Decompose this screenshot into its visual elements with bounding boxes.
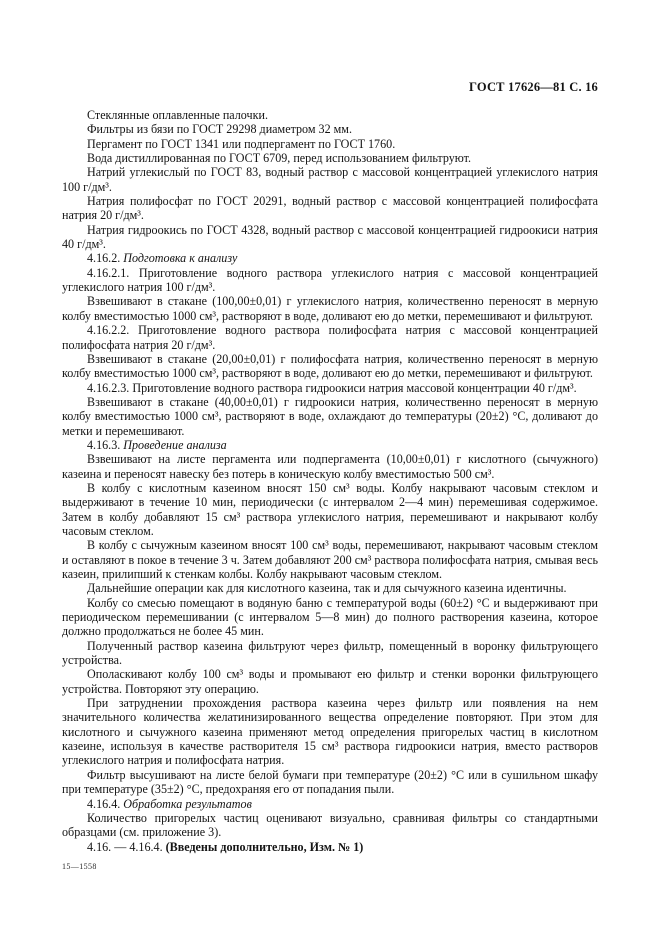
- text-segment: Натрия полифосфат по ГОСТ 20291, водный раствор с массовой концентрацией полифосфата натрия 20 г/дм³.: [62, 194, 598, 223]
- text-segment: Количество пригорелых частиц оценивают визуально, сравнивая фильтры со стандартными образцами (см. приложение 3).: [62, 810, 598, 840]
- text-segment: В колбу с кислотным казеином вносят 150 см³ воды. Колбу накрывают часовым стеклом и выдерживают в течение 10 мин, периодически (с интервалом 2—4 мин) перемешивая содержимое. Затем в колбу добавляют 15 см³ раствора углекислого натрия, перемешивают и накрывают колбу часовым стеклом.: [62, 480, 598, 538]
- text-segment: (Введены дополнительно, Изм. № 1): [165, 839, 364, 854]
- paragraph: [62, 481, 598, 538]
- text-segment: 4.16.3.: [87, 437, 124, 452]
- text-segment: 4.16.4.: [87, 796, 124, 811]
- text-segment: При затруднении прохождения раствора казеина через фильтр или появления на нем значительного количества желатинизированного вещества определение повторяют. При этом для кислотного и сычужного казеина применяют метод определения пригорелых частиц в кислотном казеине, используя в качестве растворителя 15 см³ раствора гидроокиси натрия, вместо растворов углекислого натрия и полифосфата натрия.: [62, 696, 598, 768]
- paragraph: [62, 165, 598, 194]
- paragraph: [62, 696, 598, 768]
- text-segment: Фильтр высушивают на листе белой бумаги при температуре (20±2) °С или в сушильном шкафу при температуре (35±2) °С, предохраняя его от попадания пыли.: [62, 767, 598, 797]
- text-segment: Взвешивают в стакане (100,00±0,01) г углекислого натрия, количественно переносят в мерную колбу вместимостью 1000 см³, растворяют в воде, доливают ею до метки, перемешивают и фильтруют.: [62, 294, 598, 323]
- text-segment: Проведение анализа: [123, 437, 227, 452]
- text-segment: Ополаскивают колбу 100 см³ воды и промывают ею фильтр и стенки воронки фильтрующего устройства. Повторяют эту операцию.: [62, 667, 598, 696]
- paragraph: [62, 251, 598, 265]
- text-segment: Взвешивают в стакане (20,00±0,01) г полифосфата натрия, количественно переносят в мерную колбу вместимостью 1000 см³, растворяют в воде, доливают ею до метки, перемешивают и фильтруют.: [62, 351, 598, 381]
- paragraph: [62, 438, 598, 452]
- paragraph: [62, 840, 598, 854]
- paragraph: [62, 581, 598, 595]
- paragraph: [62, 137, 598, 151]
- text-segment: Пергамент по ГОСТ 1341 или подпергамент по ГОСТ 1760.: [87, 136, 396, 151]
- paragraph: [62, 538, 598, 581]
- paragraph: [62, 381, 598, 395]
- paragraph: [62, 768, 598, 797]
- text-segment: В колбу с сычужным казеином вносят 100 см³ воды, перемешивают, накрывают часовым стеклом и оставляют в покое в течение 3 ч. Затем добавляют 200 см³ раствора полифосфата натрия, смывая весь казеин, прилипший к стенкам колбы. Колбу накрывают часовым стеклом.: [62, 538, 598, 581]
- paragraph: [62, 194, 598, 223]
- text-segment: Обработка результатов: [123, 796, 252, 811]
- text-segment: Колбу со смесью помещают в водяную баню с температурой воды (60±2) °С и выдерживают при периодическом перемешивании (с интервалом 5—8 мин) до полного растворения казеина, которое должно продолжаться не более 45 мин.: [62, 595, 598, 639]
- paragraph: [62, 797, 598, 811]
- text-segment: Взвешивают в стакане (40,00±0,01) г гидроокиси натрия, количественно переносят в мерную колбу вместимостью 1000 см³, растворяют в воде, охлаждают до температуры (20±2) °С, доливают до метки и перемешивают.: [62, 394, 598, 438]
- paragraph: [62, 395, 598, 438]
- paragraph: [62, 223, 598, 252]
- text-segment: Подготовка к анализу: [123, 251, 238, 266]
- page-footer: 15—1558: [62, 862, 97, 871]
- paragraph: [62, 108, 598, 122]
- paragraph: [62, 811, 598, 840]
- paragraph: [62, 352, 598, 381]
- text-segment: Натрия гидроокись по ГОСТ 4328, водный раствор с массовой концентрацией гидроокиси натрия 40 г/дм³.: [62, 222, 598, 252]
- paragraph: [62, 639, 598, 668]
- page-header: ГОСТ 17626—81 С. 16: [469, 80, 598, 94]
- paragraph: [62, 667, 598, 696]
- paragraph: [62, 151, 598, 165]
- text-segment: 4.16.2.1. Приготовление водного раствора углекислого натрия с массовой концентрацией углекислого натрия 100 г/дм³.: [62, 265, 598, 295]
- text-segment: Стеклянные оплавленные палочки.: [87, 108, 268, 122]
- document-body: [62, 108, 598, 854]
- paragraph: [62, 122, 598, 136]
- text-segment: Взвешивают на листе пергамента или подпергамента (10,00±0,01) г кислотного (сычужного) казеина и переносят навеску без потерь в коническую колбу вместимостью 500 см³.: [62, 452, 598, 481]
- paragraph: [62, 294, 598, 323]
- text-segment: 4.16.2.3. Приготовление водного раствора гидроокиси натрия массовой концентрации 40 г/дм³.: [87, 380, 577, 395]
- paragraph: [62, 323, 598, 352]
- paragraph: [62, 596, 598, 639]
- text-segment: Натрий углекислый по ГОСТ 83, водный раствор с массовой концентрацией углекислого натрия 100 г/дм³.: [62, 165, 598, 194]
- text-segment: 4.16.2.2. Приготовление водного раствора полифосфата натрия с массовой концентрацией полифосфата натрия 20 г/дм³.: [62, 323, 598, 352]
- text-segment: Фильтры из бязи по ГОСТ 29298 диаметром 32 мм.: [87, 122, 352, 137]
- text-segment: 4.16.2.: [87, 251, 124, 266]
- text-segment: Дальнейшие операции как для кислотного казеина, так и для сычужного казеина идентичны.: [87, 581, 567, 596]
- text-segment: Вода дистиллированная по ГОСТ 6709, перед использованием фильтруют.: [87, 151, 472, 166]
- text-segment: 4.16. — 4.16.4.: [87, 839, 166, 854]
- paragraph: [62, 266, 598, 295]
- paragraph: [62, 452, 598, 481]
- text-segment: Полученный раствор казеина фильтруют через фильтр, помещенный в воронку фильтрующего устройства.: [62, 638, 598, 668]
